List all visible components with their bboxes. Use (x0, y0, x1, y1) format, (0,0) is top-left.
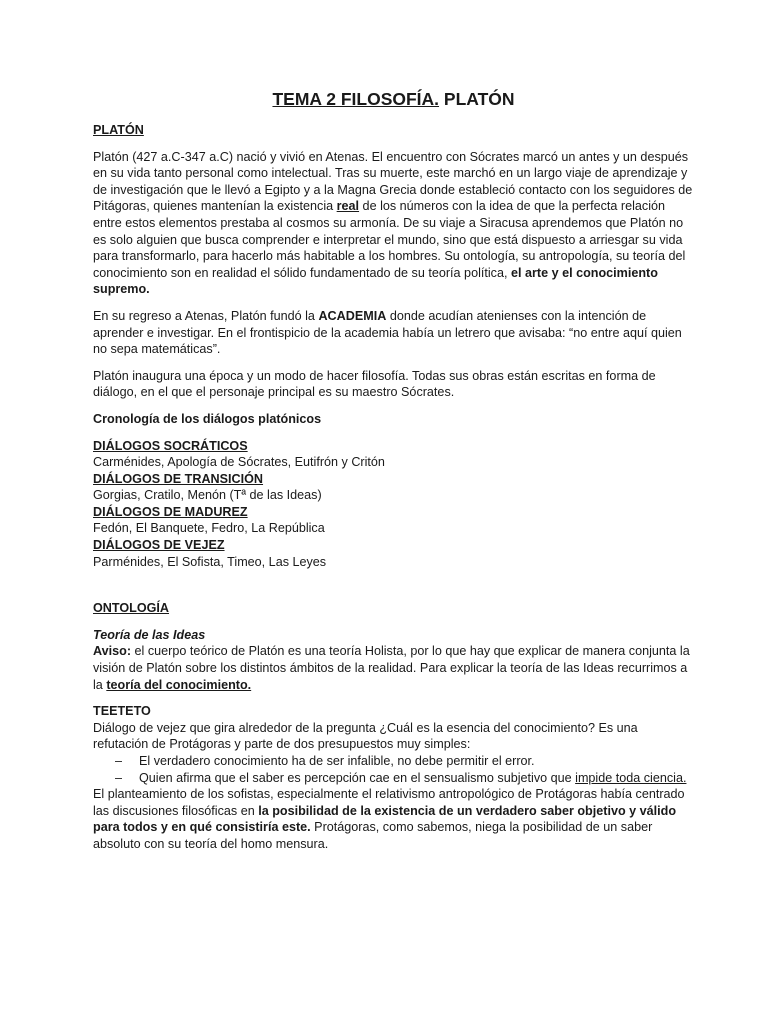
paragraph-dialogos: Platón inaugura una época y un modo de hacer filosofía. Todas sus obras están escritas en forma de diálogo, en el que el personaje principal es su maestro Sócrates. (93, 368, 656, 400)
aviso-label: Aviso: (93, 644, 132, 659)
subheading-teoria-ideas: Teoría de las Ideas (93, 627, 206, 642)
teeteto-intro: Diálogo de vejez que gira alrededor de la pregunta ¿Cuál es la esencia del conocimiento? Es una refutación de Protágoras y parte de dos presupuestos muy simples: (93, 720, 638, 752)
bio-text-1: Platón (427 a.C-347 a.C) nació y vivió en Atenas. El encuentro con Sócrates marcó un antes y un después en su vida tanto personal como intelectual. Tras su muerte, este marchó en un largo viaje de aprendizaje y de investigación que le llevó a Egipto y a la Magna Grecia donde estableció contacto con los seguidores de Pitágoras, quienes mantenían la existencia (93, 149, 693, 214)
section-heading-ontologia: ONTOLOGÍA (93, 601, 170, 616)
bio-emphasis-arte: el arte y el conocimiento supremo. (93, 265, 658, 297)
bio-text-2: de los números con la idea de que la perfecta relación entre estos elementos prestaba al cosmos su armonía. De su viaje a Siracusa aprendemos que Platón no es solo alguien que busca comprender e interpretar el mundo, sino que está dispuesto a arriesgar su vida para transformarlo, para hacerlo más habitable a los hombres. Su ontología, su antropología, su teoría del conocimiento son en realidad el sólido fundamentado de su teoría política, (93, 199, 686, 280)
group-works: Carménides, Apología de Sócrates, Eutifrón y Critón (93, 455, 385, 470)
spacer (93, 570, 694, 600)
paragraph-aviso (93, 643, 694, 693)
teeteto-closing (93, 786, 694, 852)
closing-text-2: Protágoras, como sabemos, niega la posibilidad de un saber absoluto con su teoría del homo mensura. (93, 820, 653, 851)
group-works: Parménides, El Sofista, Timeo, Las Leyes (93, 554, 327, 569)
academia-emphasis: ACADEMIA (318, 308, 387, 323)
teeteto-list (93, 753, 694, 786)
paragraph-biography (93, 149, 694, 298)
bio-emphasis-real: real (336, 199, 360, 214)
paragraph-academia (93, 308, 694, 358)
cronologia-heading: Cronología de los diálogos platónicos (93, 411, 322, 426)
group-name: DIÁLOGOS DE TRANSICIÓN (93, 471, 264, 486)
item-emphasis: impide toda ciencia. (575, 770, 687, 785)
list-item (115, 770, 694, 787)
aviso-text: el cuerpo teórico de Platón es una teoría Holista, por lo que hay que explicar de manera conjunta la visión de Platón sobre los distintos ámbitos de la realidad. Para explicar la teoría de las Ideas recurrimos a la (93, 644, 690, 692)
group-works: Fedón, El Banquete, Fedro, La República (93, 521, 325, 536)
closing-emphasis: la posibilidad de la existencia de un verdadero saber objetivo y válido para todos y en qué consistiría este. (93, 803, 677, 835)
group-name: DIÁLOGOS DE MADUREZ (93, 504, 248, 519)
group-name: DIÁLOGOS DE VEJEZ (93, 538, 225, 553)
group-name: DIÁLOGOS SOCRÁTICOS (93, 438, 248, 453)
page-title (93, 88, 694, 110)
item-text: Quien afirma que el saber es percepción cae en el sensualismo subjetivo que (139, 770, 576, 785)
academia-text-2: donde acudían atenienses con la intención de aprender e investigar. En el frontispicio de la academia había un letrero que avisaba: “no entre aquí quien no sepa matemáticas”. (93, 308, 682, 357)
group-works: Gorgias, Cratilo, Menón (Tª de las Ideas) (93, 488, 322, 503)
closing-text-1: El planteamiento de los sofistas, especialmente el relativismo antropológico de Protágoras había centrado las discusiones filosóficas en (93, 787, 685, 818)
list-item: – El verdadero conocimiento ha de ser infalible, no debe permitir el error. (115, 753, 694, 770)
academia-text-1: En su regreso a Atenas, Platón fundó la (93, 308, 319, 323)
section-heading-platon: PLATÓN (93, 123, 144, 137)
aviso-emphasis: teoría del conocimiento. (106, 677, 252, 692)
title-sub: PLATÓN (439, 89, 515, 109)
teeteto-heading: TEETETO (93, 704, 151, 719)
title-main: TEMA 2 FILOSOFÍA. (272, 89, 440, 109)
cronologia-list (93, 438, 694, 571)
